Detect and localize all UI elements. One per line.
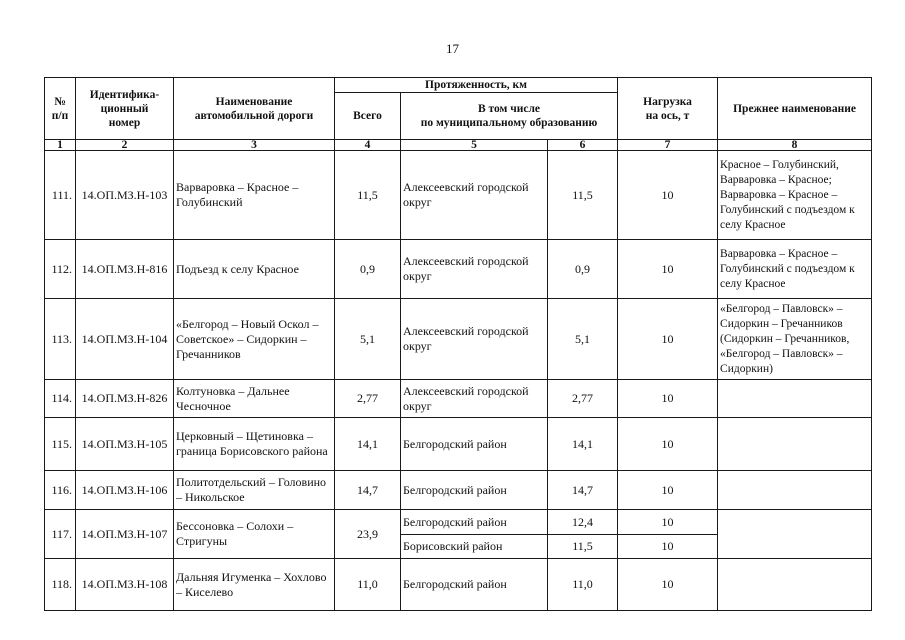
road-name: Подъезд к селу Красное: [174, 240, 335, 299]
column-number-row: [45, 140, 872, 151]
road-id: 14.ОП.МЗ.Н-826: [76, 380, 174, 418]
municipality: Белгородский район: [401, 471, 548, 510]
table-row: [45, 471, 872, 510]
length-total: 2,77: [335, 380, 401, 418]
previous-name: [718, 559, 872, 611]
axle-load: 10: [618, 559, 718, 611]
column-number: 1: [45, 140, 76, 151]
table-row: [45, 510, 872, 535]
row-number: 111.: [45, 151, 76, 240]
column-number: 4: [335, 140, 401, 151]
previous-name: «Белгород – Павловск» – Сидоркин – Гречанников (Сидоркин – Гречанников, «Белгород – Павловск» – Сидоркин): [718, 299, 872, 380]
road-id: 14.ОП.МЗ.Н-105: [76, 418, 174, 471]
road-name: Политотдельский – Головино – Никольское: [174, 471, 335, 510]
length-municipal: 5,1: [548, 299, 618, 380]
length-municipal: 14,1: [548, 418, 618, 471]
table-row: [45, 559, 872, 611]
length-total: 14,1: [335, 418, 401, 471]
length-municipal: 11,0: [548, 559, 618, 611]
road-name: Дальняя Игуменка – Хохлово – Киселево: [174, 559, 335, 611]
previous-name: [718, 471, 872, 510]
municipality: Алексеевский городской округ: [401, 380, 548, 418]
road-name: «Белгород – Новый Оскол – Советское» – Сидоркин – Гречанников: [174, 299, 335, 380]
length-total: 0,9: [335, 240, 401, 299]
axle-load: 10: [618, 240, 718, 299]
length-municipal: 0,9: [548, 240, 618, 299]
row-number: 118.: [45, 559, 76, 611]
length-total: 23,9: [335, 510, 401, 559]
axle-load: 10: [618, 510, 718, 535]
length-total: 11,0: [335, 559, 401, 611]
municipality: Белгородский район: [401, 510, 548, 535]
header-length-group: Протяженность, км: [335, 78, 618, 93]
column-number: 5: [401, 140, 548, 151]
header-load: Нагрузка на ось, т: [618, 78, 718, 140]
row-number: 113.: [45, 299, 76, 380]
length-municipal: 2,77: [548, 380, 618, 418]
table-row: [45, 240, 872, 299]
axle-load: 10: [618, 471, 718, 510]
previous-name: [718, 380, 872, 418]
table-row: [45, 380, 872, 418]
municipality: Белгородский район: [401, 418, 548, 471]
length-municipal: 11,5: [548, 151, 618, 240]
header-municipal: В том числе по муниципальному образованию: [401, 93, 618, 140]
header-id: Идентифика- ционный номер: [76, 78, 174, 140]
municipality: Белгородский район: [401, 559, 548, 611]
length-municipal: 14,7: [548, 471, 618, 510]
previous-name: Красное – Голубинский, Варваровка – Красное; Варваровка – Красное – Голубинский с подъездом к селу Красное: [718, 151, 872, 240]
column-number: 2: [76, 140, 174, 151]
column-number: 6: [548, 140, 618, 151]
table-row: [45, 151, 872, 240]
road-name: Церковный – Щетиновка – граница Борисовского района: [174, 418, 335, 471]
header-total: Всего: [335, 93, 401, 140]
length-total: 11,5: [335, 151, 401, 240]
row-number: 114.: [45, 380, 76, 418]
length-municipal: 11,5: [548, 535, 618, 559]
road-id: 14.ОП.МЗ.Н-103: [76, 151, 174, 240]
road-name: Варваровка – Красное – Голубинский: [174, 151, 335, 240]
road-id: 14.ОП.МЗ.Н-106: [76, 471, 174, 510]
page-number: 17: [446, 41, 459, 56]
road-id: 14.ОП.МЗ.Н-107: [76, 510, 174, 559]
length-total: 14,7: [335, 471, 401, 510]
road-id: 14.ОП.МЗ.Н-108: [76, 559, 174, 611]
row-number: 115.: [45, 418, 76, 471]
road-name: Колтуновка – Дальнее Чесночное: [174, 380, 335, 418]
municipality: Борисовский район: [401, 535, 548, 559]
table-row: [45, 299, 872, 380]
axle-load: 10: [618, 380, 718, 418]
table-row: [45, 418, 872, 471]
axle-load: 10: [618, 151, 718, 240]
row-number: 116.: [45, 471, 76, 510]
axle-load: 10: [618, 299, 718, 380]
municipality: Алексеевский городской округ: [401, 151, 548, 240]
column-number: 7: [618, 140, 718, 151]
length-total: 5,1: [335, 299, 401, 380]
column-number: 8: [718, 140, 872, 151]
axle-load: 10: [618, 418, 718, 471]
previous-name: Варваровка – Красное – Голубинский с подъездом к селу Красное: [718, 240, 872, 299]
previous-name: [718, 418, 872, 471]
municipality: Алексеевский городской округ: [401, 299, 548, 380]
header-num: № п/п: [45, 78, 76, 140]
axle-load: 10: [618, 535, 718, 559]
roads-table: [44, 77, 872, 611]
column-number: 3: [174, 140, 335, 151]
previous-name: [718, 510, 872, 559]
road-name: Бессоновка – Солохи – Стригуны: [174, 510, 335, 559]
header-previous-name: Прежнее наименование: [718, 78, 872, 140]
header-name: Наименование автомобильной дороги: [174, 78, 335, 140]
municipality: Алексеевский городской округ: [401, 240, 548, 299]
row-number: 117.: [45, 510, 76, 559]
road-id: 14.ОП.МЗ.Н-104: [76, 299, 174, 380]
road-id: 14.ОП.МЗ.Н-816: [76, 240, 174, 299]
length-municipal: 12,4: [548, 510, 618, 535]
row-number: 112.: [45, 240, 76, 299]
